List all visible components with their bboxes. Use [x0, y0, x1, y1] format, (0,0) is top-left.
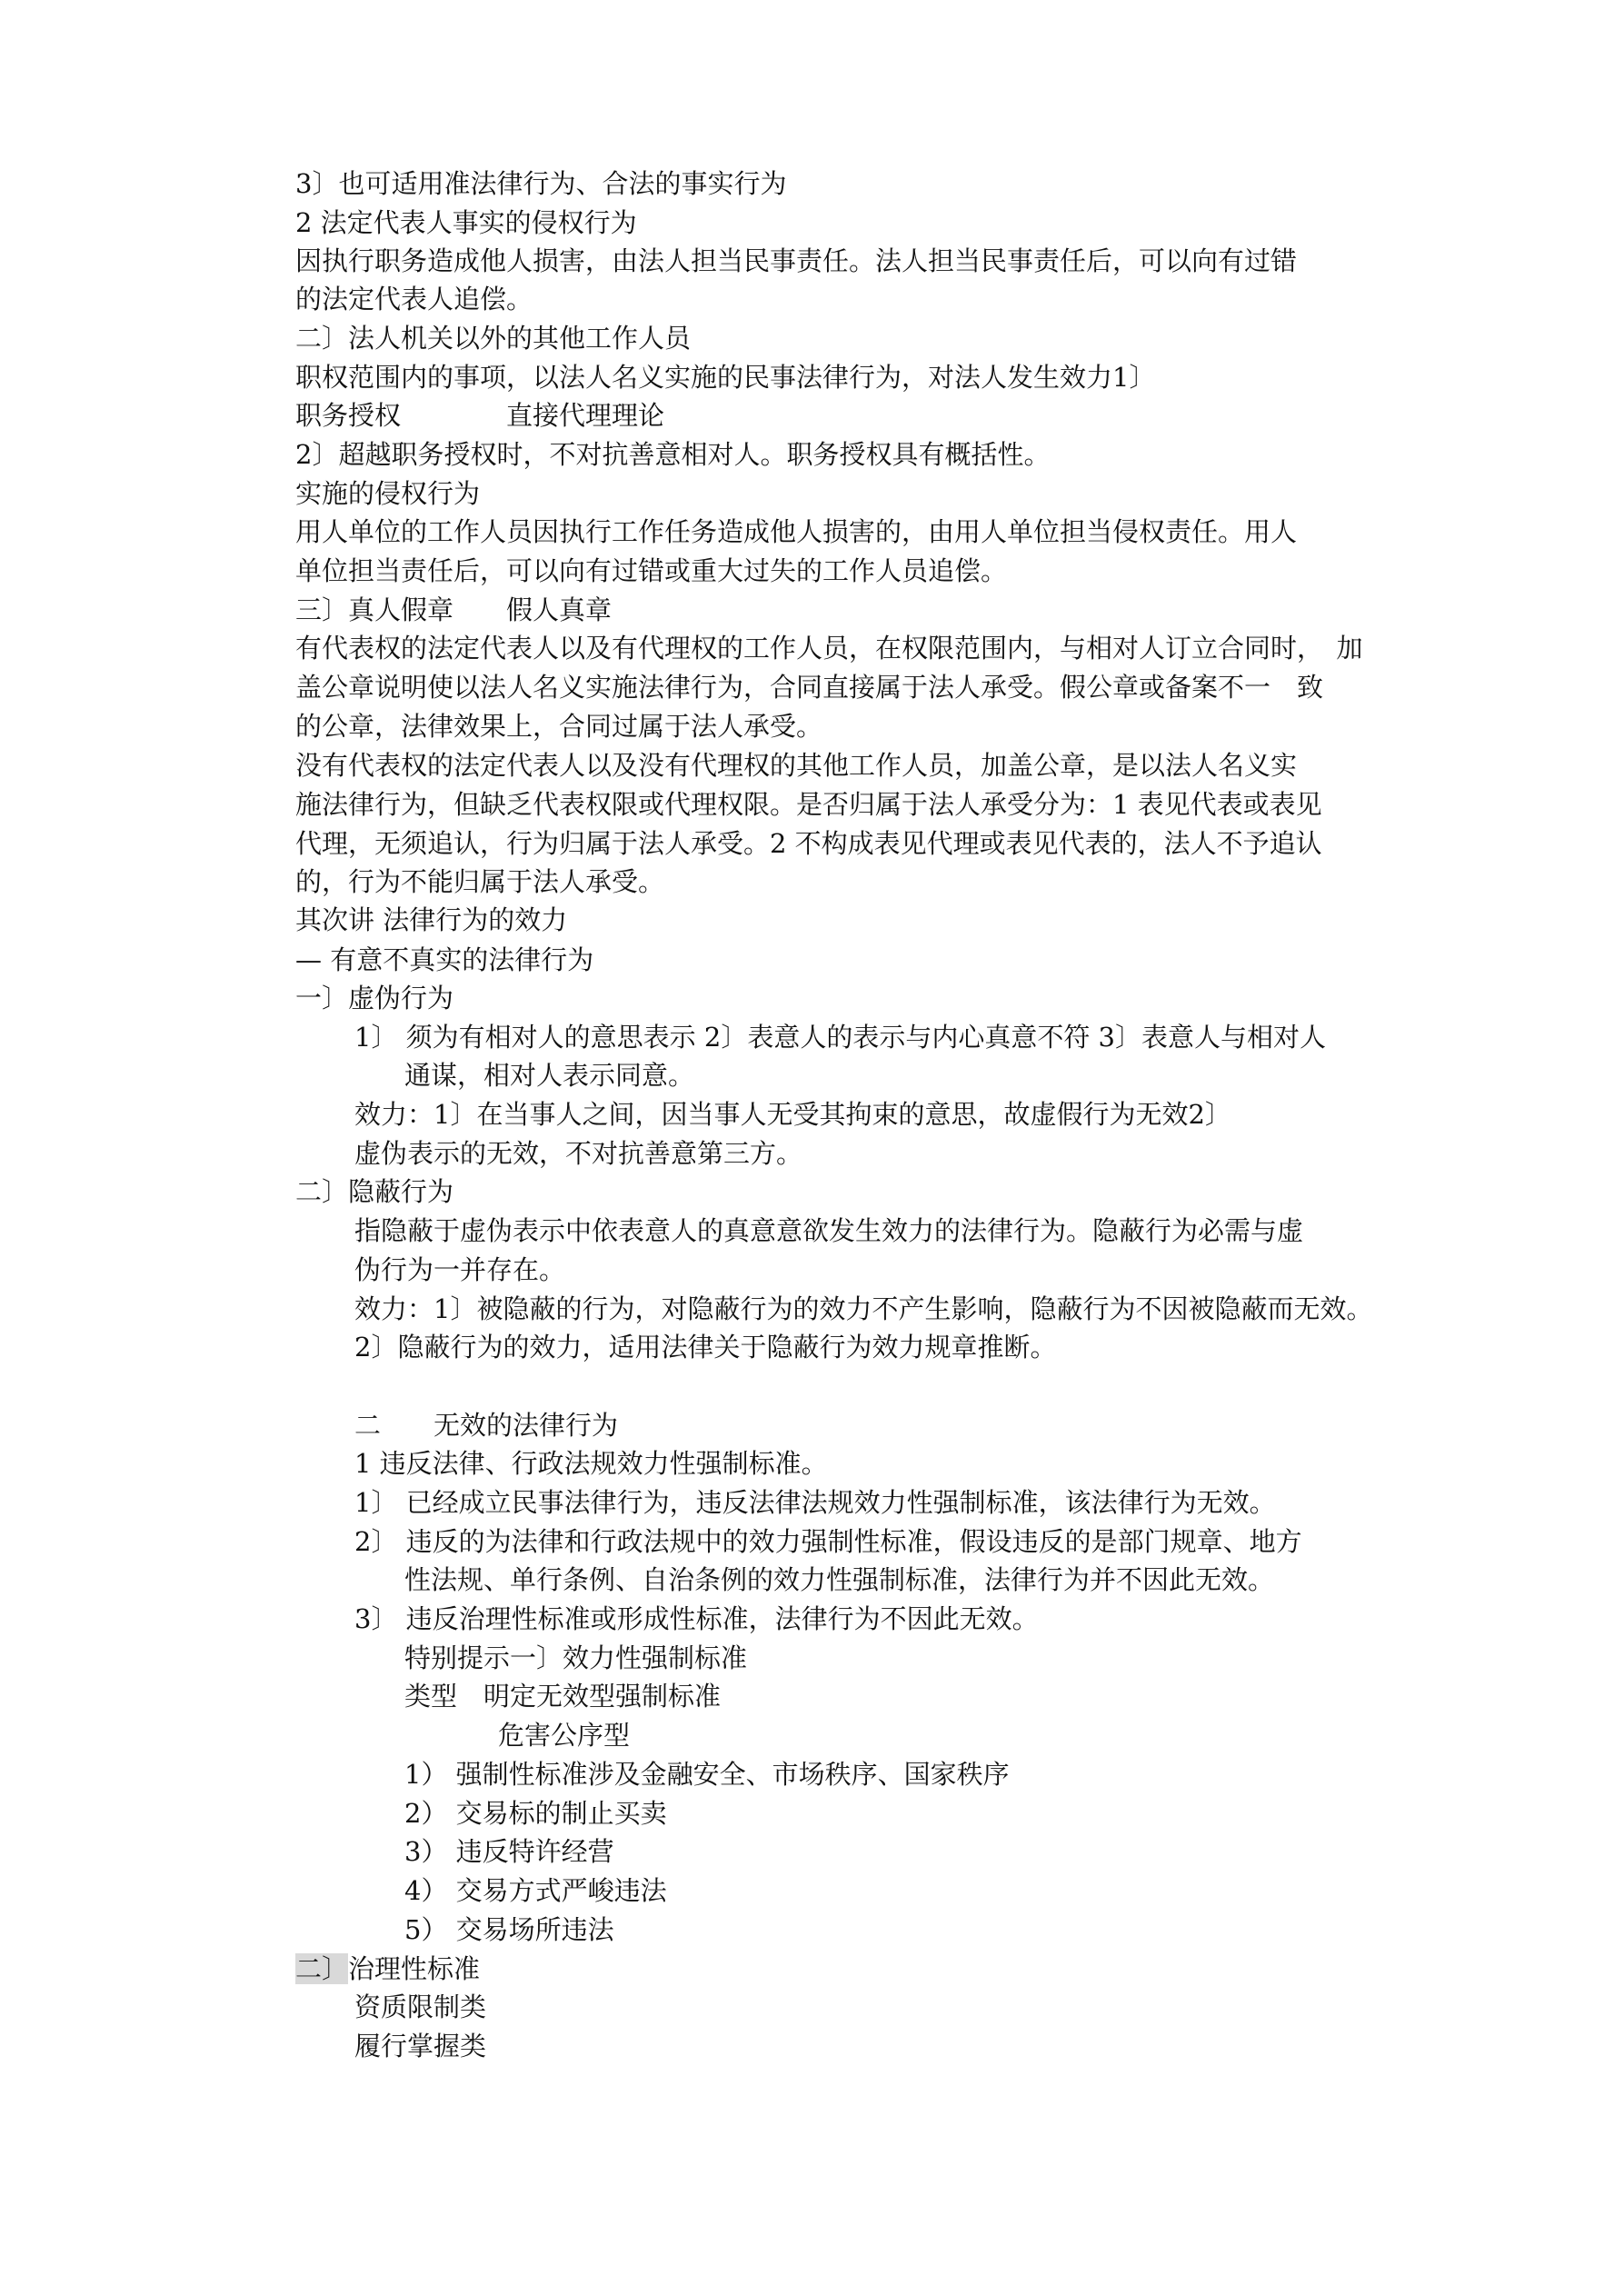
text-line: 的法定代表人追偿。 [295, 284, 533, 314]
heading-line: 其次讲 法律行为的效力 [295, 904, 568, 935]
text-line: 代理，无须追认，行为归属于法人承受。2 不构成表见代理或表见代表的，法人不予追认 [295, 828, 1322, 859]
heading-line: 2 法定代表人事实的侵权行为 [295, 207, 637, 238]
text-line: 效力：1〕在当事人之间，因当事人无受其拘束的意思，故虚假行为无效2〕 [354, 1099, 1231, 1130]
heading-line: 二〕隐蔽行为 [295, 1176, 454, 1207]
text-line: 因执行职务造成他人损害，由法人担当民事责任。法人担当民事责任后，可以向有过错 [295, 245, 1298, 276]
text-line: 虚伪表示的无效，不对抗善意第三方。 [354, 1138, 803, 1169]
text-line: 2〕超越职务授权时，不对抗善意相对人。职务授权具有概括性。 [295, 439, 1051, 470]
text-line: 类型 明定无效型强制标准 [404, 1681, 722, 1712]
text-line: 指隐蔽于虚伪表示中依表意人的真意意欲发生效力的法律行为。隐蔽行为必需与虚 [354, 1215, 1304, 1246]
text-line: 效力：1〕被隐蔽的行为，对隐蔽行为的效力不产生影响，隐蔽行为不因被隐蔽而无效。 [354, 1293, 1373, 1324]
text-line: 的，行为不能归属于法人承受。 [295, 866, 665, 897]
list-item: 4） 交易方式严峻违法 [404, 1875, 667, 1906]
text-line: 职权范围内的事项，以法人名义实施的民事法律行为，对法人发生效力1〕 [295, 362, 1156, 393]
text-line: 资质限制类 [354, 1992, 487, 2022]
text-line: 职务授权 直接代理理论 [295, 400, 665, 431]
list-item: 1〕 须为有相对人的意思表示 2〕表意人的表示与内心真意不符 3〕表意人与相对人 [354, 1022, 1327, 1053]
text-line: 用人单位的工作人员因执行工作任务造成他人损害的，由用人单位担当侵权责任。用人 [295, 516, 1298, 547]
heading-line [295, 1953, 481, 1984]
highlighted-marker: 二〕 [295, 1953, 349, 1984]
text-line: 性法规、单行条例、自治条例的效力性强制标准，法律行为并不因此无效。 [404, 1564, 1275, 1595]
list-item: 3〕 违反治理性标准或形成性标准，法律行为不因此无效。 [354, 1603, 1039, 1634]
text-line: 伪行为一并存在。 [354, 1254, 566, 1285]
text-line: 的公章，法律效果上，合同过属于法人承受。 [295, 711, 823, 742]
text-line: 通谋，相对人表示同意。 [404, 1060, 695, 1091]
text-line: 1 违反法律、行政法规效力性强制标准。 [354, 1448, 828, 1479]
text-line: 3〕也可适用准法律行为、合法的事实行为 [295, 168, 787, 199]
text-line: 有代表权的法定代表人以及有代理权的工作人员，在权限范围内，与相对人订立合同时， 加 [295, 633, 1363, 664]
heading-line: 二〕法人机关以外的其他工作人员 [295, 323, 692, 354]
heading-line: 二 无效的法律行为 [354, 1410, 619, 1441]
heading-line: 三〕真人假章 假人真章 [295, 594, 613, 625]
list-item: 3） 违反特许经营 [404, 1836, 614, 1867]
list-item: 2） 交易标的制止买卖 [404, 1798, 667, 1829]
heading-line: — 有意不真实的法律行为 [295, 944, 594, 975]
text-line: 特别提示一〕效力性强制标准 [404, 1642, 748, 1673]
list-item: 1〕 已经成立民事法律行为，违反法律法规效力性强制标准，该法律行为无效。 [354, 1487, 1276, 1518]
text-line: 施法律行为，但缺乏代表权限或代理权限。是否归属于法人承受分为：1 表见代表或表见 [295, 789, 1322, 820]
heading-text: 治理性标准 [348, 1953, 481, 1984]
text-line: 单位担当责任后，可以向有过错或重大过失的工作人员追偿。 [295, 555, 1008, 586]
text-line: 实施的侵权行为 [295, 478, 481, 509]
text-line: 盖公章说明使以法人名义实施法律行为，合同直接属于法人承受。假公章或备案不一 致 [295, 672, 1324, 703]
list-item: 1） 强制性标准涉及金融安全、市场秩序、国家秩序 [404, 1759, 1010, 1790]
heading-line: 一〕虚伪行为 [295, 983, 454, 1013]
list-item: 2〕 违反的为法律和行政法规中的效力强制性标准，假设违反的是部门规章、地方 [354, 1526, 1302, 1557]
list-item: 5） 交易场所违法 [404, 1914, 614, 1945]
text-line: 2〕隐蔽行为的效力，适用法律关于隐蔽行为效力规章推断。 [354, 1332, 1057, 1363]
text-line: 没有代表权的法定代表人以及没有代理权的其他工作人员，加盖公章，是以法人名义实 [295, 750, 1298, 781]
text-line: 履行掌握类 [354, 2031, 487, 2061]
text-line: 危害公序型 [498, 1720, 631, 1751]
